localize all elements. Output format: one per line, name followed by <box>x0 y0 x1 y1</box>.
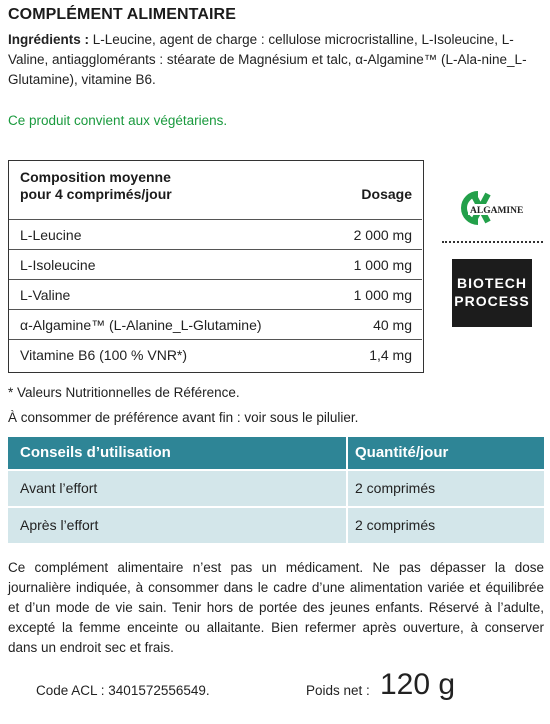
usage-when: Après l’effort <box>20 517 99 533</box>
usage-header-quantity: Quantité/jour <box>355 444 449 461</box>
composition-row <box>9 309 422 339</box>
vnr-footnote: * Valeurs Nutritionnelles de Référence. <box>8 385 240 400</box>
net-weight-label: Poids net : <box>306 683 370 698</box>
ingredients-list: L-Leucine, agent de charge : cellulose microcristalline, L-Isoleucine, L-Valine, antiagglomérants : stéarate de Magnésium et talc, α-Algamine™ (L-Ala-nine_L-Glutamine), vitamine B6. <box>8 32 527 87</box>
composition-header <box>20 169 172 203</box>
usage-divider <box>8 469 544 471</box>
composition-row <box>9 339 422 369</box>
composition-row <box>9 249 422 279</box>
acl-code: Code ACL : 3401572556549. <box>36 683 210 698</box>
process-label: PROCESS <box>454 293 530 309</box>
nutrient-dose: 1 000 mg <box>353 287 412 303</box>
composition-header-line2: pour 4 comprimés/jour <box>20 186 172 202</box>
ingredients-label: Ingrédients : <box>8 32 90 47</box>
logo-divider <box>442 241 543 243</box>
page-title: COMPLÉMENT ALIMENTAIRE <box>8 6 236 23</box>
biotech-label: BIOTECH <box>457 275 527 291</box>
composition-row <box>9 219 422 249</box>
usage-divider <box>8 506 544 508</box>
nutrient-name: L-Isoleucine <box>20 257 96 273</box>
composition-header-line1: Composition moyenne <box>20 169 171 185</box>
dosage-header: Dosage <box>361 186 412 202</box>
usage-quantity: 2 comprimés <box>355 517 436 533</box>
usage-header-advice: Conseils d’utilisation <box>20 444 171 461</box>
usage-row <box>8 508 544 543</box>
algamine-logo <box>454 188 544 228</box>
best-before-note: À consommer de préférence avant fin : voir sous le pilulier. <box>8 410 359 425</box>
usage-table <box>8 437 544 543</box>
nutrient-name: α-Algamine™ (L-Alanine_L-Glutamine) <box>20 317 262 333</box>
usage-column-divider <box>346 437 348 543</box>
nutrient-name: L-Valine <box>20 287 71 303</box>
nutrient-name: Vitamine B6 (100 % VNR*) <box>20 347 188 363</box>
nutrient-dose: 1 000 mg <box>353 257 412 273</box>
ingredients-text <box>8 30 544 90</box>
usage-header <box>8 437 544 469</box>
vegetarian-note: Ce produit convient aux végétariens. <box>8 113 228 128</box>
usage-quantity: 2 comprimés <box>355 480 436 496</box>
nutrient-name: L-Leucine <box>20 227 82 243</box>
usage-when: Avant l’effort <box>20 480 98 496</box>
net-weight-value: 120 g <box>380 668 456 701</box>
nutrient-dose: 40 mg <box>373 317 412 333</box>
composition-table <box>8 160 424 373</box>
disclaimer-text: Ce complément alimentaire n’est pas un médicament. Ne pas dépasser la dose journalière indiquée, à consommer dans le cadre d’une alimentation variée et équilibrée et d’un mode de vie sain. Tenir hors de portée des jeunes enfants. Réservé à l’adulte, excepté la femme enceinte ou allaitante. Bien refermer après ouverture, à conserver dans un endroit sec et frais. <box>8 560 544 655</box>
composition-row <box>9 279 422 309</box>
nutrient-dose: 1,4 mg <box>369 347 412 363</box>
usage-row <box>8 471 544 506</box>
algamine-text: ALGAMINE <box>470 206 524 216</box>
biotech-process-badge <box>452 259 532 327</box>
nutrient-dose: 2 000 mg <box>353 227 412 243</box>
